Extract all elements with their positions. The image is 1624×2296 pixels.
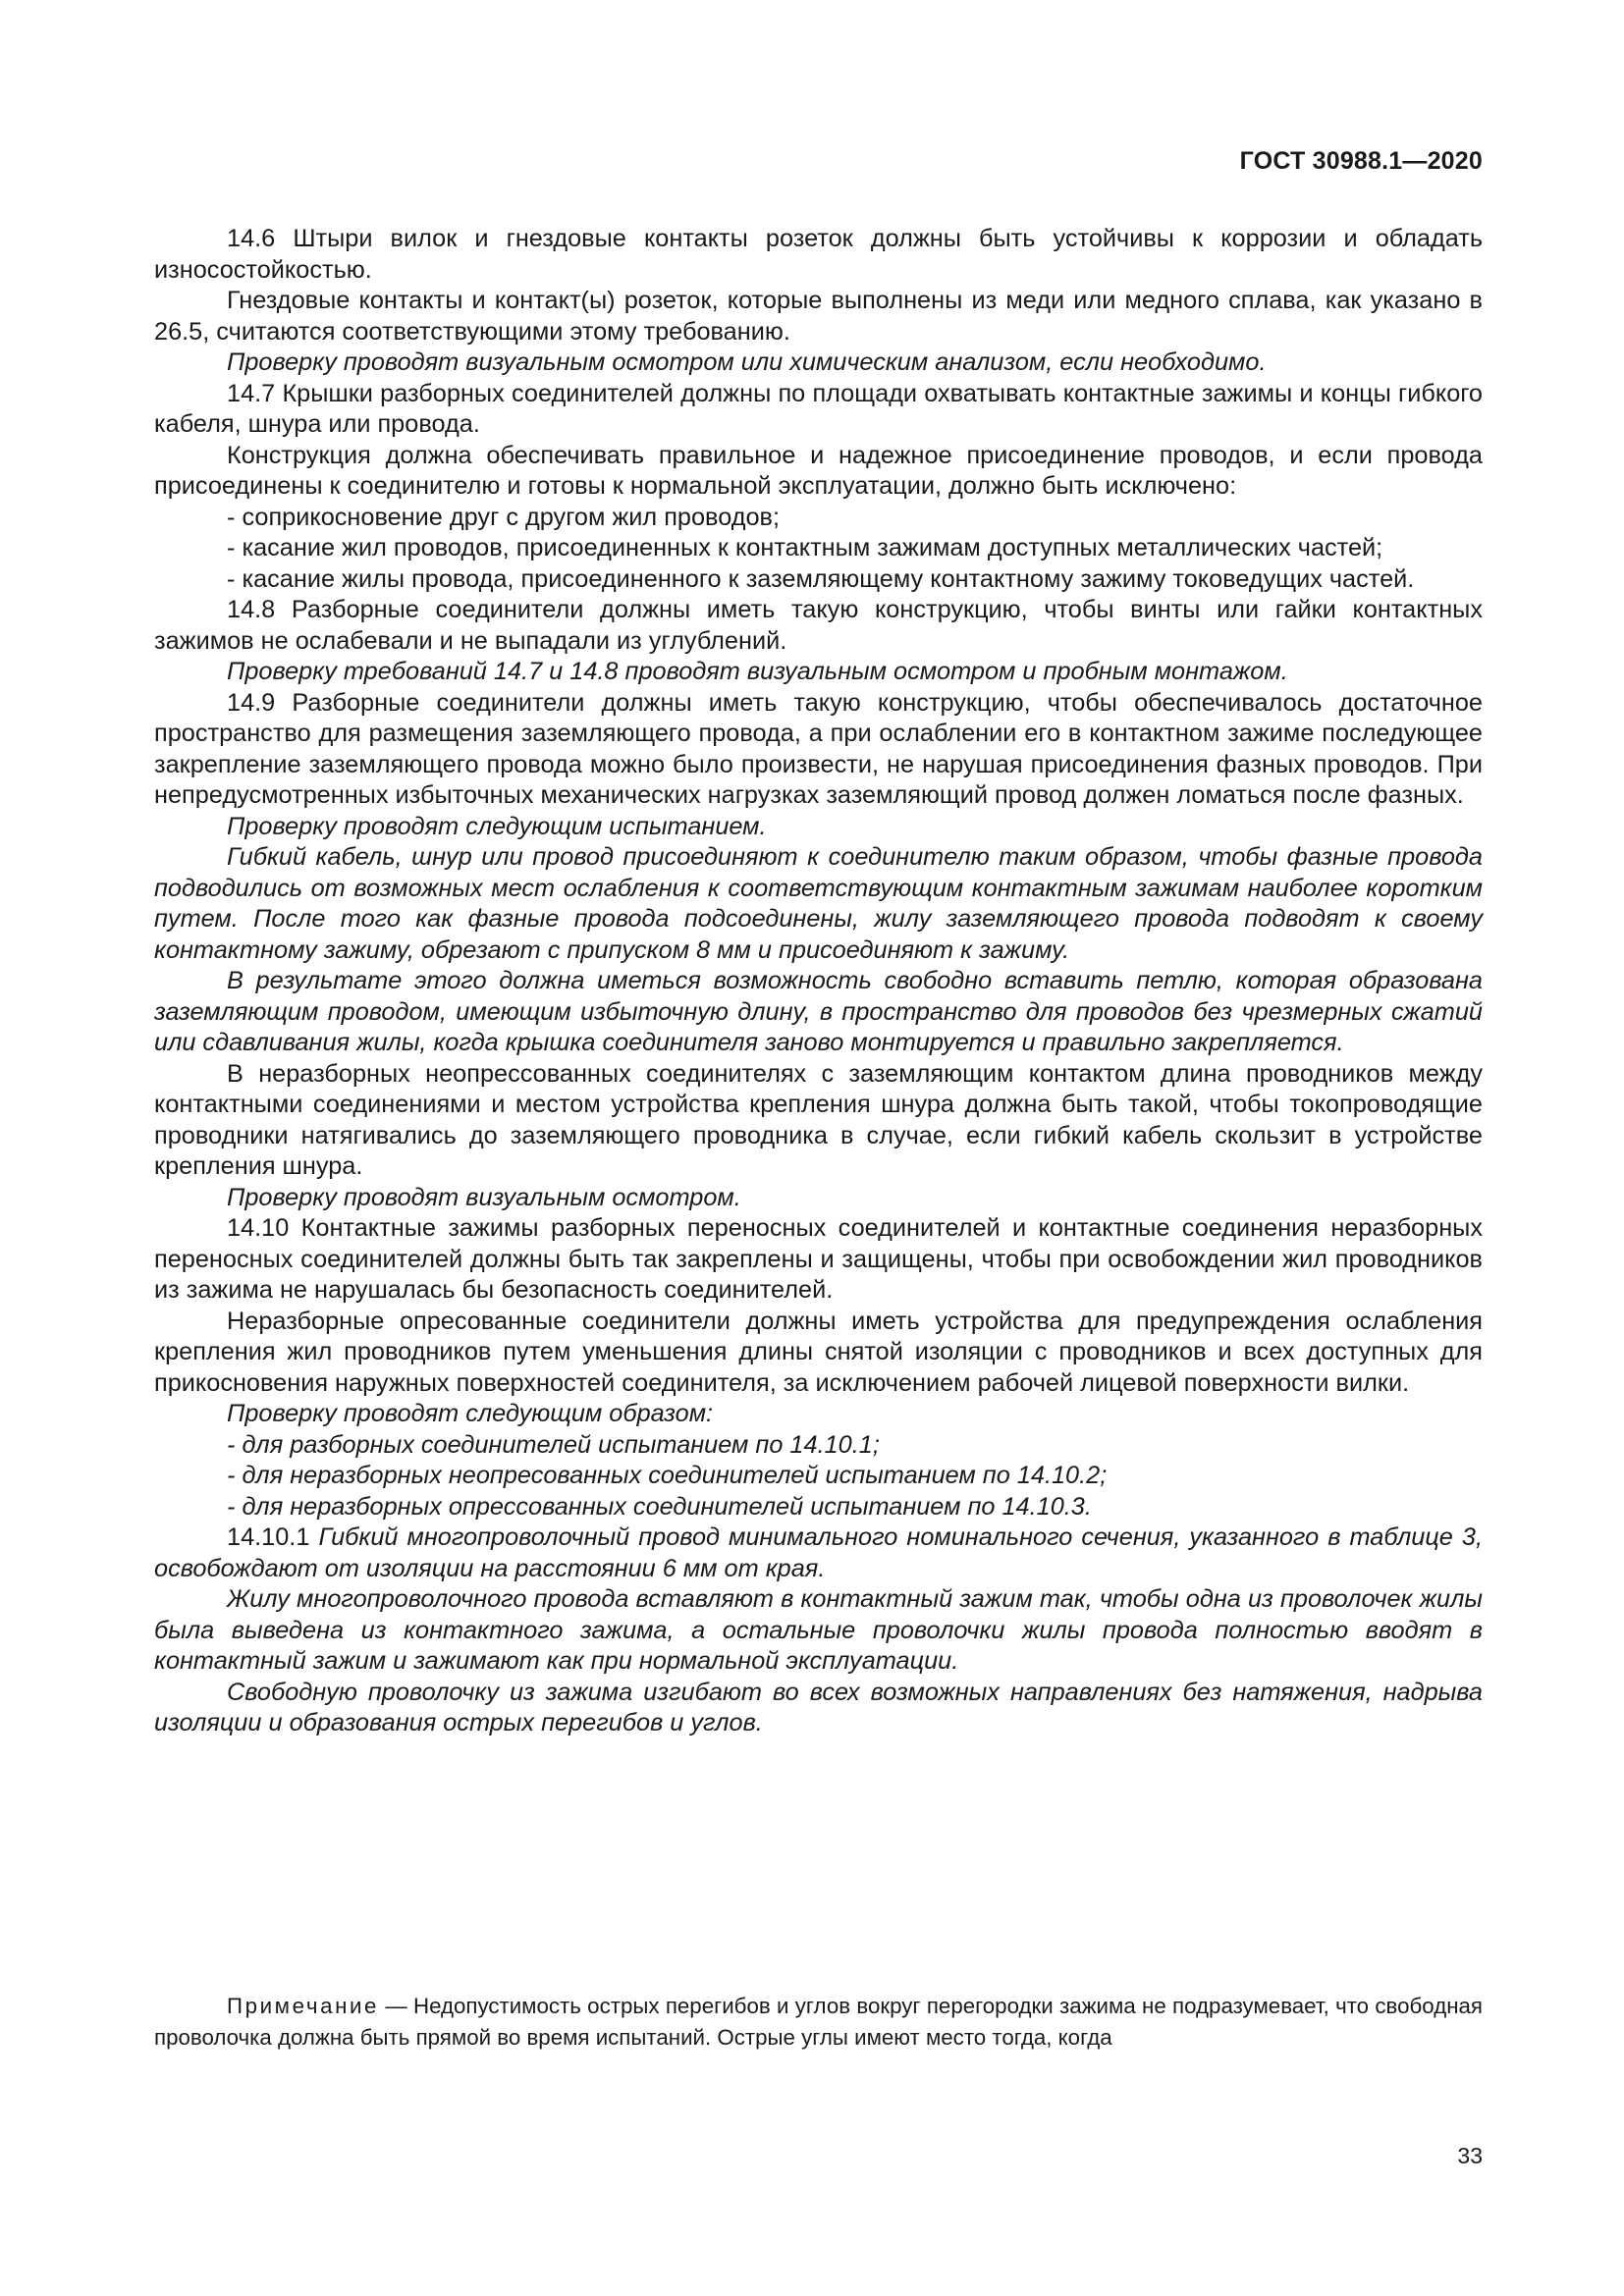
paragraph: 14.9 Разборные соединители должны иметь такую конструкцию, чтобы обеспечивалось достаточное пространство для размещения заземляющего провода, а при ослаблении его в контактном зажиме последующее закрепление заземляющего провода можно было произвести, не нарушая присоединения фазных проводов. При непредусмотренных избыточных механических нагрузках заземляющий провод должен ломаться после фазных. — [154, 688, 1483, 809]
paragraph: 14.7 Крышки разборных соединителей должны по площади охватывать контактные зажимы и концы гибкого кабеля, шнура или провода. — [154, 379, 1483, 438]
clause-text: Гибкий многопроволочный провод минимального номинального сечения, указанного в таблице 3, освобождают от изоляции на расстоянии 6 мм от края. — [154, 1523, 1483, 1582]
document-standard-number: ГОСТ 30988.1—2020 — [1239, 147, 1483, 175]
paragraph-test: Гибкий кабель, шнур или провод присоединяют к соединителю таким образом, чтобы фазные провода подводились от возможных мест ослабления к соответствующим контактным зажимам наиболее коротким путем. После того как фазные провода подсоединены, жилу заземляющего провода подводят к своему контактному зажиму, обрезают с припуском 8 мм и присоединяют к зажиму. — [154, 843, 1483, 964]
paragraph-check: Проверку требований 14.7 и 14.8 проводят визуальным осмотром и пробным монтажом. — [227, 658, 1288, 685]
list-item: - касание жил проводов, присоединенных к контактным зажимам доступных металлических частей; — [227, 534, 1383, 561]
paragraph-test: Свободную проволочку из зажима изгибают во всех возможных направлениях без натяжения, надрыва изоляции и образования острых перегибов и углов. — [154, 1678, 1483, 1736]
paragraph: В неразборных неопрессованных соединителях с заземляющим контактом длина проводников между контактными соединениями и местом устройства крепления шнура должна быть такой, чтобы токопроводящие проводники натягивались до заземляющего проводника в случае, если гибкий кабель скользит в устройстве крепления шнура. — [154, 1059, 1483, 1180]
paragraph-check: Проверку проводят следующим образом: — [227, 1400, 714, 1427]
page-number: 33 — [1457, 2143, 1483, 2168]
paragraph-check: Проверку проводят визуальным осмотром или химическим анализом, если необходимо. — [227, 348, 1267, 376]
paragraph-check: Проверку проводят визуальным осмотром. — [227, 1183, 741, 1211]
paragraph-test: В результате этого должна иметься возможность свободно вставить петлю, которая образована заземляющим проводом, имеющим избыточную длину, в пространство для проводов без чрезмерных сжатий или сдавливания жилы, когда крышка соединителя заново монтируется и правильно закрепляется. — [154, 967, 1483, 1056]
paragraph-test: Жилу многопроволочного провода вставляют в контактный зажим так, чтобы одна из проволочек жилы была выведена из контактного зажима, а остальные проволочки жилы провода полностью вводят в контактный зажим и зажимают как при нормальной эксплуатации. — [154, 1585, 1483, 1675]
paragraph: 14.8 Разборные соединители должны иметь такую конструкцию, чтобы винты или гайки контактных зажимов не ослабевали и не выпадали из углублений. — [154, 596, 1483, 655]
note-text: — Недопустимость острых перегибов и углов вокруг перегородки зажима не подразумевает, что свободная проволочка должна быть прямой во время испытаний. Острые углы имеют место тогда, когда — [154, 1994, 1483, 2050]
paragraph-clause-14-10-1 — [154, 1522, 1483, 1584]
list-item: - для разборных соединителей испытанием по 14.10.1; — [227, 1430, 880, 1459]
clause-number: 14.10.1 — [227, 1523, 310, 1551]
paragraph: 14.6 Штыри вилок и гнездовые контакты розеток должны быть устойчивы к коррозии и обладать износостойкостью. — [154, 225, 1483, 284]
paragraph: Неразборные опресованные соединители должны иметь устройства для предупреждения ослабления крепления жил проводников путем уменьшения длины снятой изоляции с проводников и всех доступных для прикосновения наружных поверхностей соединителя, за исключением рабочей лицевой поверхности вилки. — [154, 1307, 1483, 1397]
document-body — [154, 224, 1483, 1739]
list-item: - касание жилы провода, присоединенного к заземляющему контактному зажиму токоведущих частей. — [227, 564, 1415, 593]
list-item: - для неразборных опрессованных соединителей испытанием по 14.10.3. — [227, 1492, 1092, 1521]
paragraph: 14.10 Контактные зажимы разборных переносных соединителей и контактные соединения неразборных переносных соединителей должны быть так закреплены и защищены, чтобы при освобождении жил проводников из зажима не нарушалась бы безопасность соединителей. — [154, 1214, 1483, 1304]
list-item: - для неразборных неопресованных соединителей испытанием по 14.10.2; — [227, 1462, 1108, 1489]
list-item: - соприкосновение друг с другом жил проводов; — [227, 503, 781, 531]
paragraph: Гнездовые контакты и контакт(ы) розеток, которые выполнены из меди или медного сплава, как указано в 26.5, считаются соответствующими этому требованию. — [154, 287, 1483, 346]
note — [154, 1991, 1483, 2053]
note-label: Примечание — [227, 1994, 380, 2018]
paragraph: Конструкция должна обеспечивать правильное и надежное присоединение проводов, и если провода присоединены к соединителю и готовы к нормальной эксплуатации, должно быть исключено: — [154, 441, 1483, 500]
paragraph-check: Проверку проводят следующим испытанием. — [227, 812, 767, 840]
